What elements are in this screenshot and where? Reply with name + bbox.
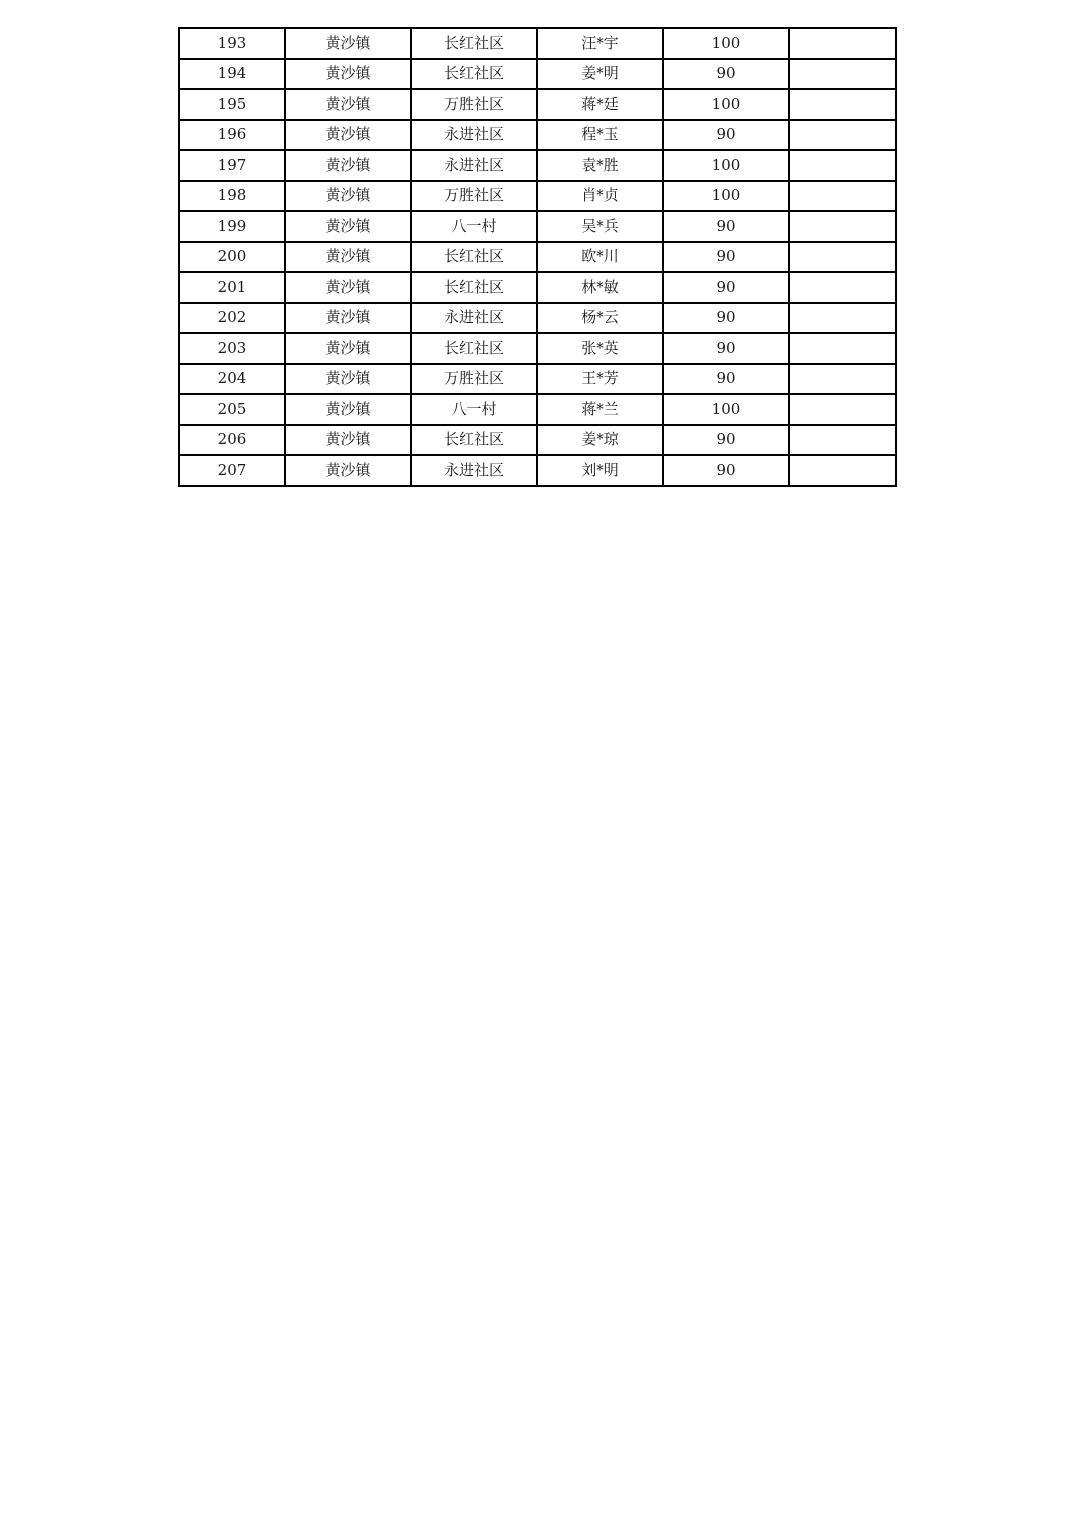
name-cell: 肖*贞 <box>537 181 663 212</box>
community-cell: 长红社区 <box>411 425 537 456</box>
serial-number-cell: 194 <box>179 59 285 90</box>
remark-cell <box>789 455 896 486</box>
amount-cell: 90 <box>663 211 789 242</box>
town-cell: 黄沙镇 <box>285 455 411 486</box>
amount-cell: 90 <box>663 242 789 273</box>
name-cell: 程*玉 <box>537 120 663 151</box>
table-row <box>179 150 896 181</box>
town-cell: 黄沙镇 <box>285 28 411 59</box>
table-row <box>179 59 896 90</box>
table-row <box>179 303 896 334</box>
name-cell: 张*英 <box>537 333 663 364</box>
remark-cell <box>789 59 896 90</box>
serial-number-cell: 195 <box>179 89 285 120</box>
amount-cell: 100 <box>663 181 789 212</box>
name-cell: 蒋*兰 <box>537 394 663 425</box>
community-cell: 长红社区 <box>411 333 537 364</box>
serial-number-cell: 196 <box>179 120 285 151</box>
table-row <box>179 211 896 242</box>
town-cell: 黄沙镇 <box>285 333 411 364</box>
town-cell: 黄沙镇 <box>285 181 411 212</box>
name-cell: 吴*兵 <box>537 211 663 242</box>
serial-number-cell: 198 <box>179 181 285 212</box>
serial-number-cell: 197 <box>179 150 285 181</box>
remark-cell <box>789 272 896 303</box>
table-row <box>179 89 896 120</box>
town-cell: 黄沙镇 <box>285 425 411 456</box>
community-cell: 八一村 <box>411 211 537 242</box>
town-cell: 黄沙镇 <box>285 242 411 273</box>
town-cell: 黄沙镇 <box>285 394 411 425</box>
community-cell: 永进社区 <box>411 150 537 181</box>
amount-cell: 90 <box>663 333 789 364</box>
serial-number-cell: 203 <box>179 333 285 364</box>
town-cell: 黄沙镇 <box>285 211 411 242</box>
town-cell: 黄沙镇 <box>285 120 411 151</box>
table-row <box>179 455 896 486</box>
remark-cell <box>789 425 896 456</box>
table-row <box>179 272 896 303</box>
table-row <box>179 333 896 364</box>
amount-cell: 90 <box>663 455 789 486</box>
community-cell: 长红社区 <box>411 242 537 273</box>
record-table-body <box>179 28 896 486</box>
amount-cell: 90 <box>663 120 789 151</box>
amount-cell: 90 <box>663 364 789 395</box>
remark-cell <box>789 211 896 242</box>
amount-cell: 100 <box>663 28 789 59</box>
remark-cell <box>789 120 896 151</box>
community-cell: 八一村 <box>411 394 537 425</box>
table-row <box>179 120 896 151</box>
remark-cell <box>789 150 896 181</box>
table-row <box>179 242 896 273</box>
amount-cell: 90 <box>663 303 789 334</box>
amount-cell: 100 <box>663 394 789 425</box>
remark-cell <box>789 89 896 120</box>
serial-number-cell: 202 <box>179 303 285 334</box>
remark-cell <box>789 28 896 59</box>
amount-cell: 90 <box>663 425 789 456</box>
serial-number-cell: 200 <box>179 242 285 273</box>
town-cell: 黄沙镇 <box>285 59 411 90</box>
serial-number-cell: 207 <box>179 455 285 486</box>
community-cell: 永进社区 <box>411 120 537 151</box>
community-cell: 长红社区 <box>411 59 537 90</box>
name-cell: 汪*宇 <box>537 28 663 59</box>
community-cell: 永进社区 <box>411 303 537 334</box>
serial-number-cell: 206 <box>179 425 285 456</box>
amount-cell: 90 <box>663 272 789 303</box>
remark-cell <box>789 242 896 273</box>
table-row <box>179 181 896 212</box>
community-cell: 万胜社区 <box>411 89 537 120</box>
remark-cell <box>789 364 896 395</box>
remark-cell <box>789 333 896 364</box>
community-cell: 长红社区 <box>411 272 537 303</box>
name-cell: 蒋*廷 <box>537 89 663 120</box>
town-cell: 黄沙镇 <box>285 364 411 395</box>
town-cell: 黄沙镇 <box>285 272 411 303</box>
name-cell: 杨*云 <box>537 303 663 334</box>
name-cell: 刘*明 <box>537 455 663 486</box>
remark-cell <box>789 394 896 425</box>
name-cell: 姜*琼 <box>537 425 663 456</box>
serial-number-cell: 205 <box>179 394 285 425</box>
remark-cell <box>789 181 896 212</box>
amount-cell: 90 <box>663 59 789 90</box>
amount-cell: 100 <box>663 150 789 181</box>
table-row <box>179 394 896 425</box>
serial-number-cell: 199 <box>179 211 285 242</box>
table-row <box>179 425 896 456</box>
name-cell: 袁*胜 <box>537 150 663 181</box>
table-row <box>179 364 896 395</box>
serial-number-cell: 204 <box>179 364 285 395</box>
community-cell: 永进社区 <box>411 455 537 486</box>
name-cell: 林*敏 <box>537 272 663 303</box>
name-cell: 欧*川 <box>537 242 663 273</box>
amount-cell: 100 <box>663 89 789 120</box>
serial-number-cell: 201 <box>179 272 285 303</box>
name-cell: 王*芳 <box>537 364 663 395</box>
town-cell: 黄沙镇 <box>285 150 411 181</box>
community-cell: 万胜社区 <box>411 181 537 212</box>
community-cell: 万胜社区 <box>411 364 537 395</box>
name-cell: 姜*明 <box>537 59 663 90</box>
town-cell: 黄沙镇 <box>285 89 411 120</box>
table-row <box>179 28 896 59</box>
remark-cell <box>789 303 896 334</box>
record-table <box>178 27 897 487</box>
town-cell: 黄沙镇 <box>285 303 411 334</box>
community-cell: 长红社区 <box>411 28 537 59</box>
serial-number-cell: 193 <box>179 28 285 59</box>
